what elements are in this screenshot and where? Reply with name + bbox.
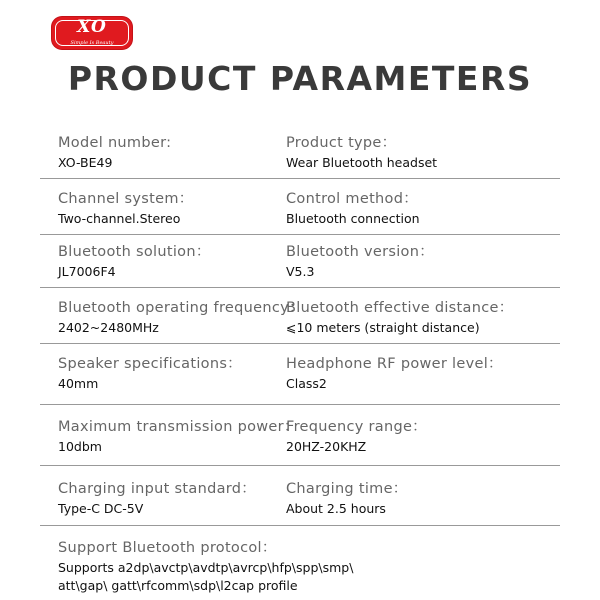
- param-value: About 2.5 hours: [286, 501, 386, 516]
- param-value: Two-channel.Stereo: [58, 211, 181, 226]
- param-label: Model number:: [58, 135, 172, 151]
- param-cell: [286, 418, 560, 455]
- row-divider: [40, 465, 560, 466]
- param-value: 20HZ-20KHZ: [286, 439, 367, 454]
- param-label: Headphone RF power level：: [286, 356, 503, 372]
- param-value: JL7006F4: [58, 264, 116, 279]
- logo-tagline: Simple Is Beauty: [70, 40, 114, 46]
- param-cell: [286, 480, 560, 517]
- param-cell: [58, 134, 286, 171]
- param-value: Wear Bluetooth headset: [286, 155, 438, 170]
- param-cell: [286, 355, 560, 392]
- param-value: Class2: [286, 376, 327, 391]
- param-label: Product type：: [286, 135, 397, 151]
- page-title: PRODUCT PARAMETERS: [67, 59, 533, 98]
- row-divider: [40, 178, 560, 179]
- param-value: XO-BE49: [58, 155, 113, 170]
- protocol-value-line-1: Supports a2dp\avctp\avdtp\avrcp\hfp\spp\smp\: [58, 560, 354, 575]
- param-value: 2402~2480MHz: [58, 320, 159, 335]
- param-cell: [58, 299, 304, 336]
- param-label: Bluetooth operating frequency：: [58, 300, 304, 316]
- param-cell: [58, 480, 286, 517]
- param-cell: [58, 355, 286, 392]
- logo-mark: XO: [77, 17, 107, 37]
- param-cell: [58, 418, 299, 455]
- param-label: Charging input standard：: [58, 481, 257, 497]
- param-cell: [286, 134, 560, 171]
- param-cell: [286, 243, 560, 280]
- param-cell: [286, 190, 560, 227]
- row-divider: [40, 287, 560, 288]
- param-value: V5.3: [286, 264, 315, 279]
- protocol-value-line-2: att\gap\ gatt\rfcomm\sdp\l2cap profile: [58, 578, 298, 593]
- param-value: Type-C DC-5V: [58, 501, 144, 516]
- param-cell: [58, 243, 286, 280]
- param-label: Bluetooth version：: [286, 244, 435, 260]
- param-cell: [286, 299, 560, 336]
- row-divider: [40, 525, 560, 526]
- row-divider: [40, 404, 560, 405]
- param-label: Bluetooth solution：: [58, 244, 211, 260]
- row-divider: [40, 234, 560, 235]
- param-label: Bluetooth effective distance：: [286, 300, 514, 316]
- brand-logo: [52, 17, 132, 49]
- param-label: Speaker specifications：: [58, 356, 242, 372]
- protocol-cell: [58, 539, 558, 594]
- param-cell: [58, 190, 286, 227]
- param-label: Frequency range：: [286, 419, 427, 435]
- param-label: Charging time：: [286, 481, 408, 497]
- param-value: ⩽10 meters (straight distance): [286, 320, 480, 335]
- row-divider: [40, 343, 560, 344]
- protocol-label: Support Bluetooth protocol：: [58, 540, 277, 556]
- param-value: 40mm: [58, 376, 99, 391]
- param-value: 10dbm: [58, 439, 102, 454]
- param-value: Bluetooth connection: [286, 211, 420, 226]
- param-label: Channel system：: [58, 191, 194, 207]
- param-label: Control method：: [286, 191, 419, 207]
- param-label: Maximum transmission power：: [58, 419, 299, 435]
